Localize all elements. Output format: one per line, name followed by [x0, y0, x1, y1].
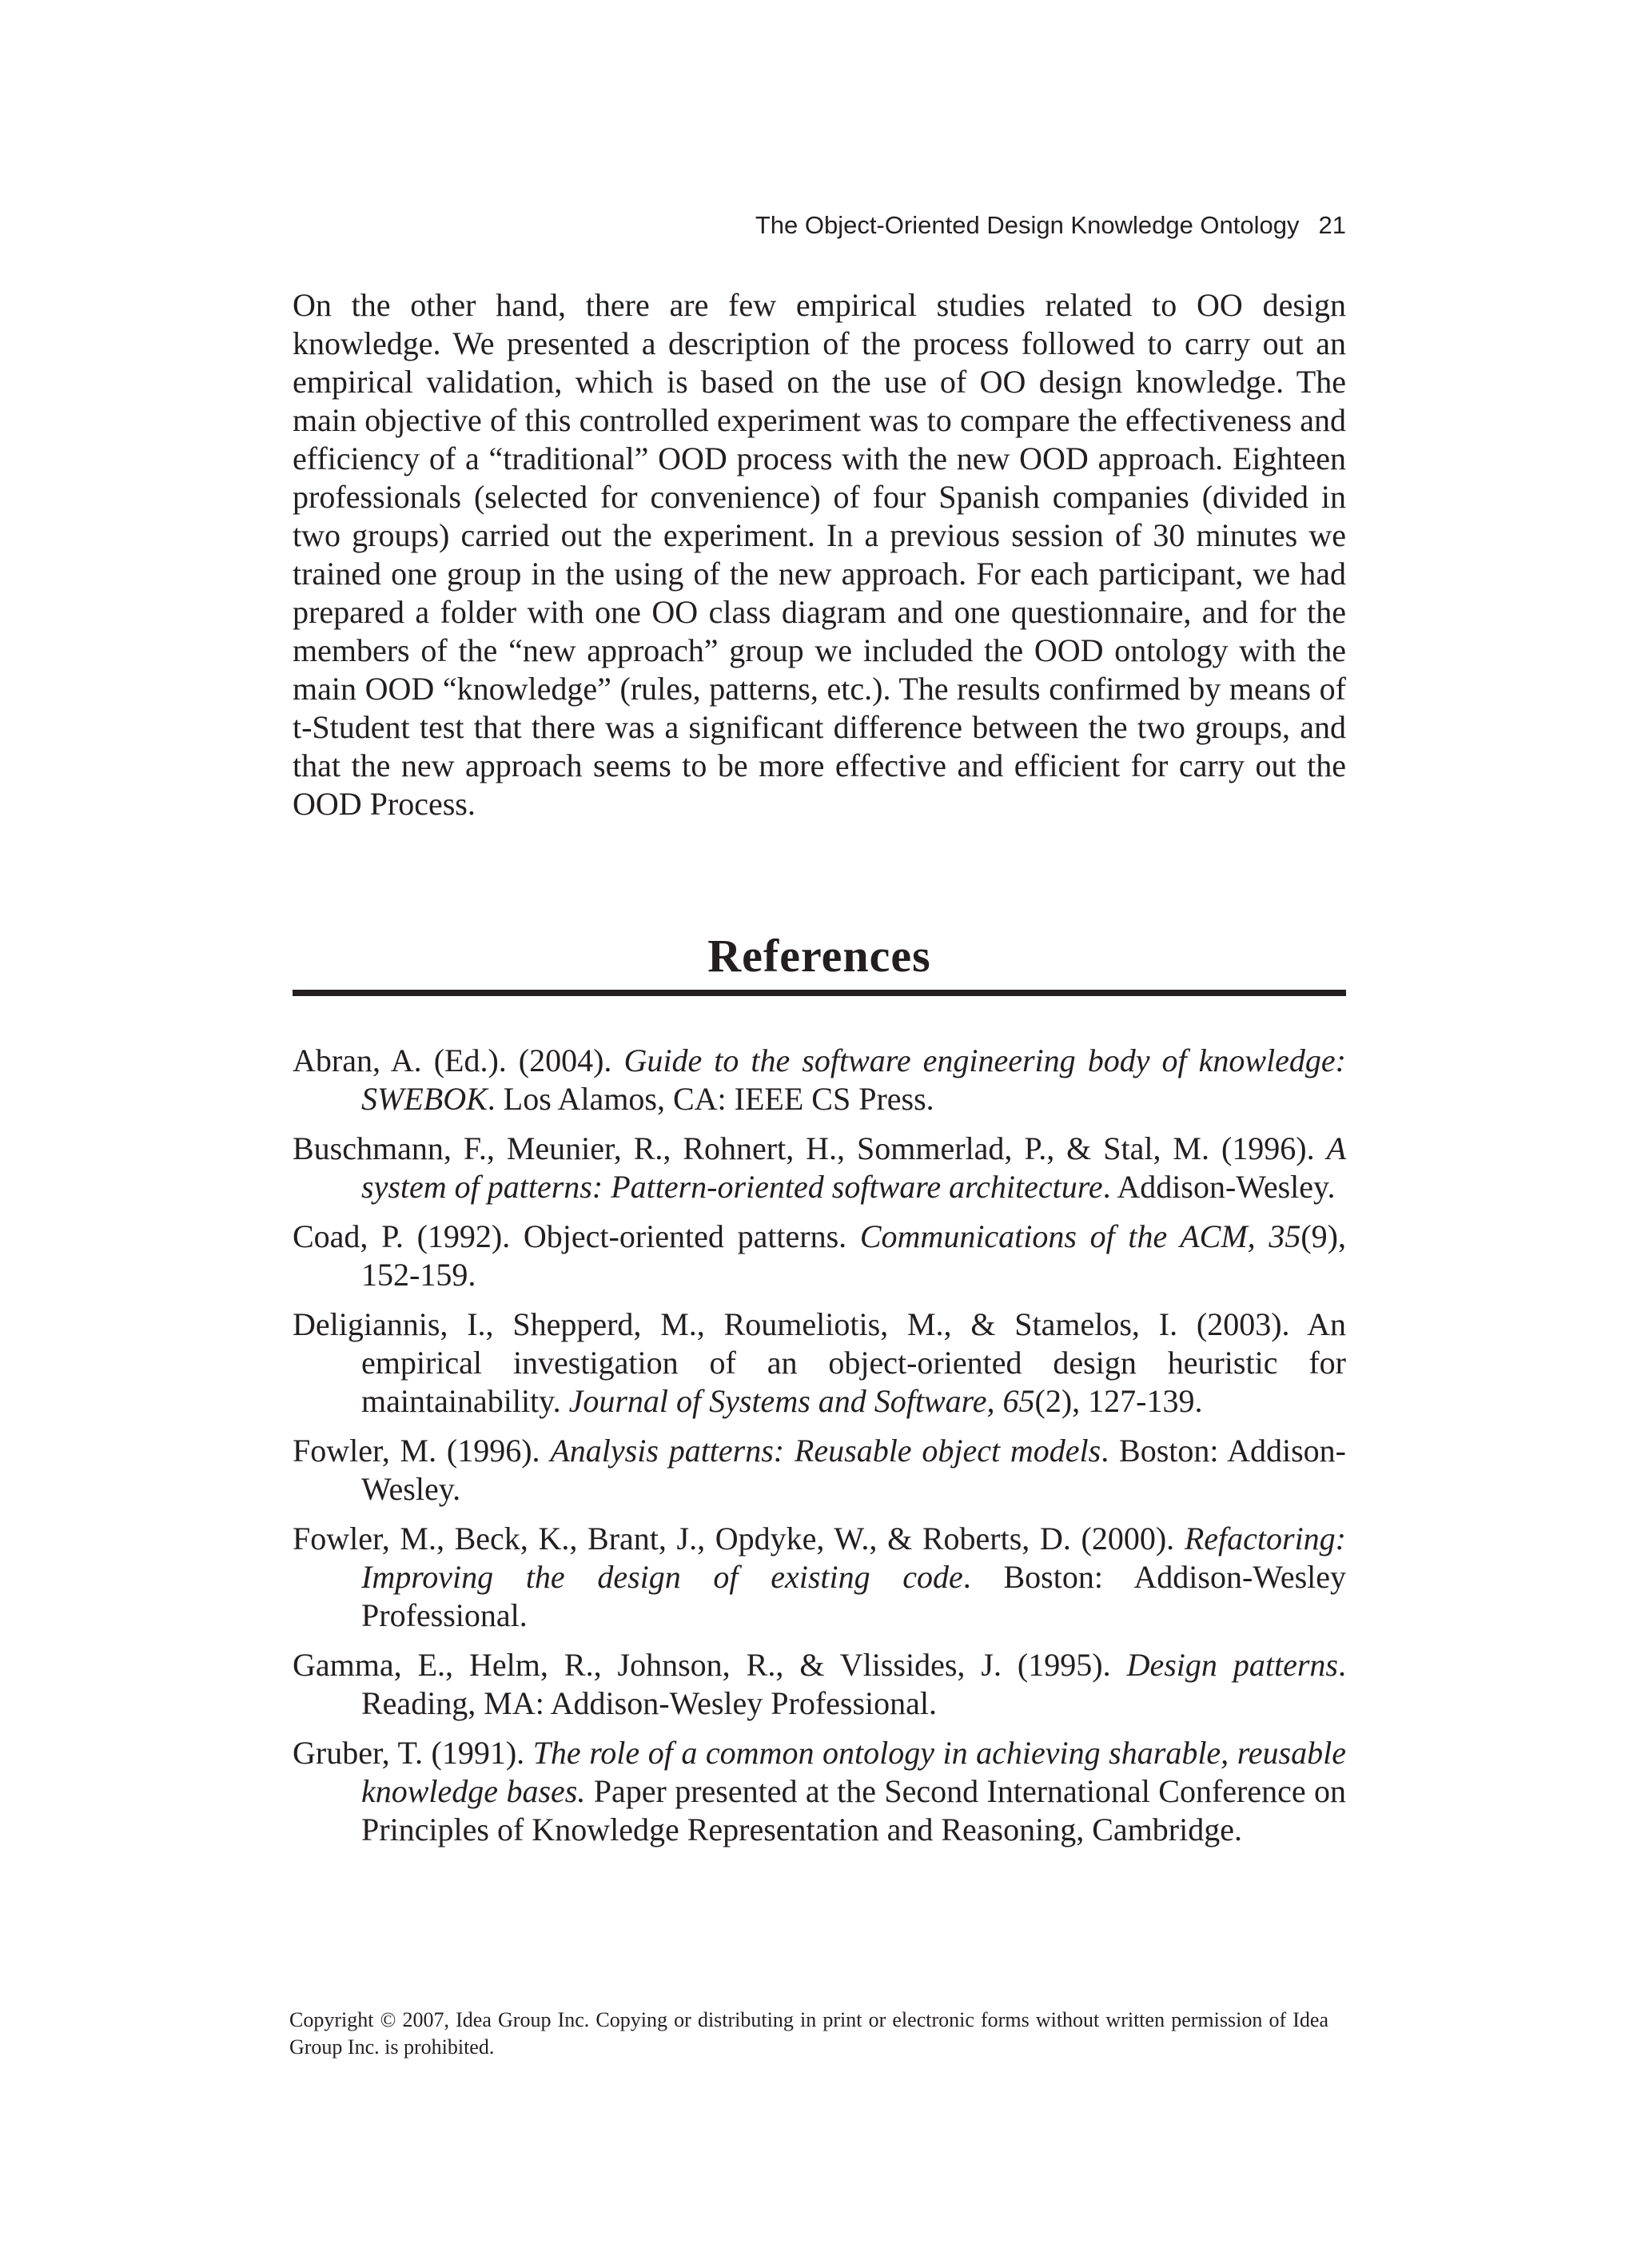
reference-item: [293, 1130, 1346, 1206]
references-rule: [293, 990, 1346, 996]
reference-source: . Addison-Wesley.: [1102, 1169, 1336, 1205]
running-title: The Object-Oriented Design Knowledge Ontology: [755, 211, 1300, 239]
reference-item: [293, 1305, 1346, 1421]
reference-authors: Coad, P. (1992). Object-oriented patterns.: [293, 1218, 860, 1254]
reference-title: Guide to the software engineering body of knowledge: SWEBOK: [361, 1042, 1346, 1117]
reference-authors: Gruber, T. (1991).: [293, 1735, 533, 1771]
references-heading: References: [707, 930, 931, 982]
reference-title: Design patterns: [1126, 1647, 1338, 1683]
running-head: [293, 209, 1346, 241]
reference-item: [293, 1734, 1346, 1849]
reference-item: [293, 1042, 1346, 1118]
reference-list: [293, 1042, 1346, 1860]
reference-title: Analysis patterns: Reusable object models: [550, 1433, 1101, 1469]
copyright-notice: Copyright © 2007, Idea Group Inc. Copying or distributing in print or electronic forms without written permission of Idea Group Inc. is prohibited.: [289, 2008, 1328, 2059]
reference-authors: Fowler, M. (1996).: [293, 1433, 551, 1469]
reference-authors: Fowler, M., Beck, K., Brant, J., Opdyke, W., & Roberts, D. (2000).: [293, 1521, 1185, 1557]
reference-item: [293, 1432, 1346, 1509]
reference-title: The role of a common ontology in achieving sharable, reusable knowledge bases.: [361, 1735, 1346, 1809]
reference-authors: Buschmann, F., Meunier, R., Rohnert, H., Sommerlad, P., & Stal, M. (1996).: [293, 1130, 1327, 1166]
reference-source: . Boston: Addison-Wesley Professional.: [361, 1559, 1347, 1633]
reference-authors: Deligiannis, I., Shepperd, M., Roumeliotis, M., & Stamelos, I. (2003). An empirical investigation of an object-oriented design heuristic for maintainability.: [293, 1306, 1346, 1419]
reference-item: [293, 1520, 1346, 1635]
reference-title: Refactoring: Improving the design of existing code: [361, 1521, 1346, 1595]
reference-source: (2), 127-139.: [1034, 1383, 1203, 1419]
reference-title: A system of patterns: Pattern-oriented software architecture: [361, 1130, 1346, 1205]
reference-source: (9), 152-159.: [361, 1218, 1346, 1293]
reference-title: Journal of Systems and Software, 65: [568, 1383, 1035, 1419]
reference-source: . Boston: Addison-Wesley.: [361, 1433, 1346, 1507]
reference-item: [293, 1646, 1346, 1723]
body-paragraph: On the other hand, there are few empirical studies related to OO design knowledge. We presented a description of the process followed to carry out an empirical validation, which is based on the use of OO design knowledge. The main objective of this controlled experiment was to compare the effectiveness and efficiency of a “traditional” OOD process with the new OOD approach. Eighteen professionals (selected for convenience) of four Spanish companies (divided in two groups) carried out the experiment. In a previous session of 30 minutes we trained one group in the using of the new approach. For each participant, we had prepared a folder with one OO class diagram and one questionnaire, and for the members of the “new approach” group we included the OOD ontology with the main OOD “knowledge” (rules, patterns, etc.). The results confirmed by means of t-Student test that there was a significant difference between the two groups, and that the new approach seems to be more effective and efficient for carry out the OOD Process.: [293, 287, 1346, 822]
reference-title: Communications of the ACM, 35: [859, 1218, 1301, 1254]
reference-source: . Los Alamos, CA: IEEE CS Press.: [487, 1081, 934, 1117]
reference-authors: Abran, A. (Ed.). (2004).: [293, 1042, 624, 1078]
reference-source: Paper presented at the Second International Conference on Principles of Knowledge Representation and Reasoning, Cambridge.: [361, 1773, 1346, 1847]
reference-authors: Gamma, E., Helm, R., Johnson, R., & Vlissides, J. (1995).: [293, 1647, 1127, 1683]
page-number: 21: [1318, 211, 1346, 239]
reference-source: . Reading, MA: Addison-Wesley Professional.: [361, 1647, 1346, 1721]
reference-item: [293, 1218, 1346, 1294]
